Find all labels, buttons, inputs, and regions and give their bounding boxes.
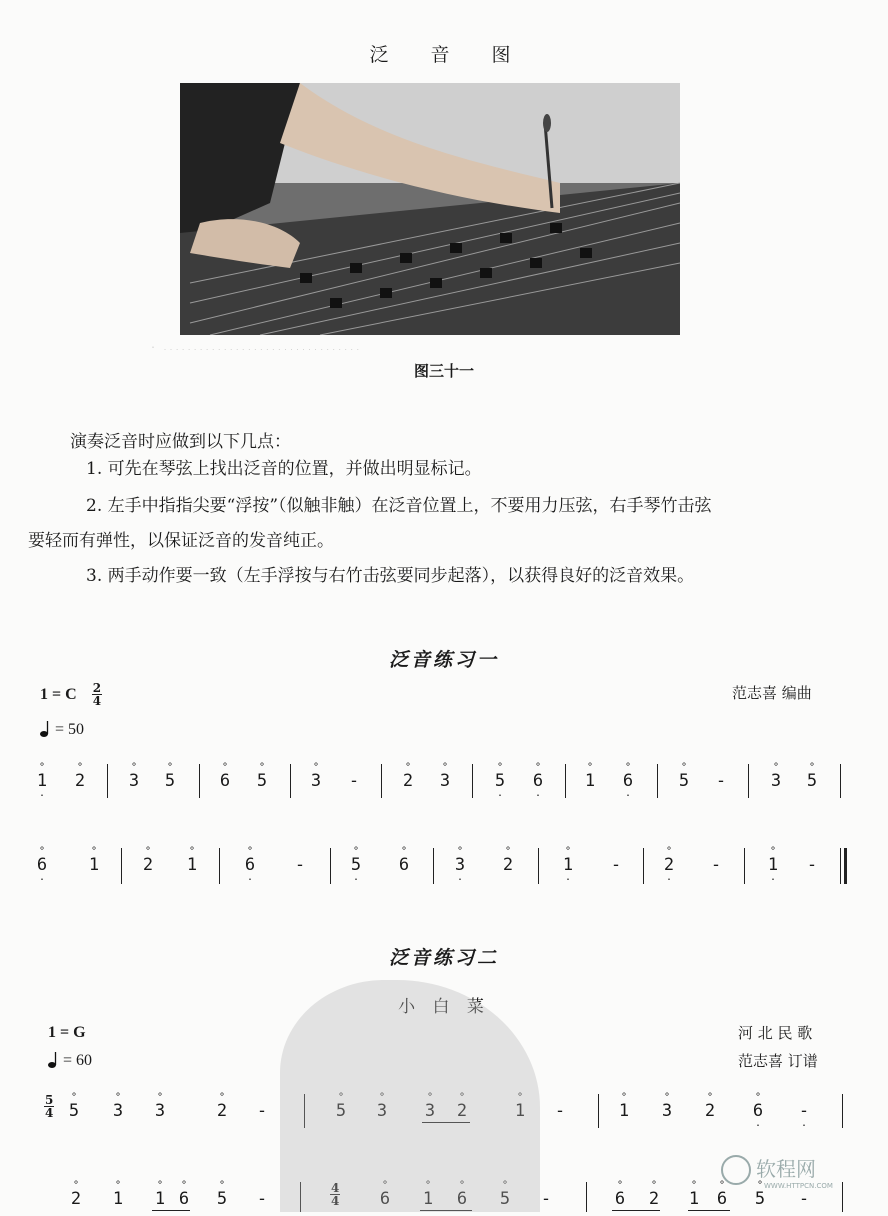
quarter-note-icon	[40, 720, 49, 738]
exercise-2-tempo-marking: = 60	[48, 1051, 92, 1070]
jianpu-note: ° 2	[502, 846, 514, 875]
jianpu-note: ° 2	[70, 1180, 82, 1209]
jianpu-note: ° 2	[74, 762, 86, 791]
jianpu-note: ° 1	[618, 1092, 630, 1121]
jianpu-note: ° 1	[112, 1180, 124, 1209]
dash-extension: -	[256, 1101, 268, 1121]
barline	[657, 764, 658, 798]
jianpu-note: ° 6	[219, 762, 231, 791]
dash-extension: -	[294, 855, 306, 875]
jianpu-note: ° 3	[310, 762, 322, 791]
dash-extension: -	[806, 855, 818, 875]
jianpu-note: ° 3 .	[454, 846, 466, 883]
exercise-1-signature	[40, 682, 102, 707]
jianpu-note: ° 1	[88, 846, 100, 875]
barline	[586, 1182, 587, 1212]
beam-underline	[152, 1210, 190, 1211]
exercise-2-credit: 范志喜 订谱	[738, 1052, 818, 1070]
jianpu-note: ° 3	[439, 762, 451, 791]
key-signature: 1 = C	[40, 686, 77, 703]
barline	[744, 848, 745, 884]
point-1: 1. 可先在琴弦上找出泛音的位置，并做出明显标记。	[86, 459, 482, 479]
logo-text: 软程网	[756, 1157, 816, 1181]
jianpu-note: ° 5 .	[494, 762, 506, 799]
jianpu-note: ° 6	[614, 1180, 626, 1209]
point-2-cont: 要轻而有弹性，以保证泛音的发音纯正。	[28, 531, 334, 551]
jianpu-note: ° 3	[770, 762, 782, 791]
barline	[199, 764, 200, 798]
jianpu-note: ° 2	[402, 762, 414, 791]
jianpu-note: ° 2 .	[663, 846, 675, 883]
dash-extension: -	[348, 771, 360, 791]
dash-extension: - .	[798, 1101, 810, 1129]
dash-extension: -	[710, 855, 722, 875]
jianpu-note: ° 1 .	[36, 762, 48, 799]
barline	[290, 764, 291, 798]
jianpu-note: ° 1	[688, 1180, 700, 1209]
figure-caption: 图三十一	[413, 362, 474, 380]
jianpu-note: ° 2	[216, 1092, 228, 1121]
beam-underline	[612, 1210, 660, 1211]
barline	[381, 764, 382, 798]
dash-extension: -	[610, 855, 622, 875]
jianpu-note: ° 6 .	[622, 762, 634, 799]
jianpu-note: ° 6	[716, 1180, 728, 1209]
point-3: 3. 两手动作要一致（左手浮按与右竹击弦要同步起落），以获得良好的泛音效果。	[86, 566, 695, 586]
beam-underline	[688, 1210, 730, 1211]
exercise-2-key-signature: 1 = G	[48, 1024, 86, 1041]
barline	[748, 764, 749, 798]
jianpu-note: ° 5	[68, 1092, 80, 1121]
jianpu-note: ° 6 .	[36, 846, 48, 883]
song-origin: 河 北 民 歌	[738, 1024, 813, 1042]
jianpu-note: ° 6	[178, 1180, 190, 1209]
site-logo	[716, 1152, 866, 1192]
jianpu-note: ° 5	[216, 1180, 228, 1209]
dash-extension: -	[715, 771, 727, 791]
jianpu-note: ° 6 .	[752, 1092, 764, 1129]
jianpu-note: ° 5	[335, 1092, 347, 1121]
jianpu-note: ° 1	[154, 1180, 166, 1209]
jianpu-note: ° 5	[678, 762, 690, 791]
barline	[538, 848, 539, 884]
barline	[842, 1094, 843, 1128]
jianpu-note: ° 3	[128, 762, 140, 791]
jianpu-note: ° 6 .	[532, 762, 544, 799]
dash-extension: -	[798, 1189, 810, 1209]
jianpu-note: ° 5	[806, 762, 818, 791]
dash-extension: -	[256, 1189, 268, 1209]
jianpu-note: ° 1 .	[562, 846, 574, 883]
jianpu-note: ° 1 .	[767, 846, 779, 883]
jianpu-note: ° 6	[379, 1180, 391, 1209]
exercise-1-line-2	[0, 848, 888, 888]
barline	[219, 848, 220, 884]
exercise-1-credit: 范志喜 编曲	[732, 684, 812, 702]
barline	[107, 764, 108, 798]
jianpu-note: ° 3	[376, 1092, 388, 1121]
jianpu-note: ° 5	[256, 762, 268, 791]
barline	[433, 848, 434, 884]
exercise-2-title: 泛音练习二	[388, 947, 499, 969]
barline	[598, 1094, 599, 1128]
jianpu-note: ° 5 .	[350, 846, 362, 883]
jianpu-note: ° 6 .	[244, 846, 256, 883]
barline	[121, 848, 122, 884]
jianpu-note: ° 1	[422, 1180, 434, 1209]
jianpu-note: ° 3	[661, 1092, 673, 1121]
jianpu-note: ° 2	[142, 846, 154, 875]
point-2: 2. 左手中指指尖要“浮按”（似触非触）在泛音位置上，不要用力压弦，右手琴竹击弦	[86, 496, 712, 516]
jianpu-note: ° 2	[704, 1092, 716, 1121]
song-title: 小 白 菜	[398, 997, 490, 1017]
barline	[840, 764, 841, 798]
jianpu-note: ° 1	[514, 1092, 526, 1121]
jianpu-note: ° 1	[186, 846, 198, 875]
intro-text: 演奏泛音时应做到以下几点：	[70, 432, 291, 452]
jianpu-note: ° 2	[648, 1180, 660, 1209]
jianpu-note: ° 6	[456, 1180, 468, 1209]
dulcimer-photo	[180, 83, 680, 335]
dash-extension: -	[540, 1189, 552, 1209]
jianpu-note: ° 3	[112, 1092, 124, 1121]
jianpu-note: ° 6	[398, 846, 410, 875]
dash-extension: -	[554, 1101, 566, 1121]
jianpu-note: ° 5	[754, 1180, 766, 1209]
logo-url: WWW.HTTPCN.COM	[764, 1182, 833, 1190]
barline	[472, 764, 473, 798]
jianpu-note: ° 5	[499, 1180, 511, 1209]
jianpu-note: ° 1	[584, 762, 596, 791]
barline	[565, 764, 566, 798]
page-title: 泛 音 图	[369, 44, 529, 66]
exercise-1-line-1	[0, 764, 888, 804]
exercise-1-title: 泛音练习一	[388, 649, 499, 671]
barline	[643, 848, 644, 884]
tempo-marking: = 50	[40, 720, 84, 739]
exercise-2-time-signature: $\frac{5}{4}$	[45, 1093, 54, 1120]
bleed-through-text: . ̣ ̣ ̣ ̣ ̣ ̣ ̣ ̣ ̣ ̣ ̣ ̣ ̣ ̣ ̣ ̣ ̣ ̣ ̣ ̣ ̣ ̣ ̣ ̣ ̣ ̣ ̣ ̣ ̣ ̣ ̣ ̣ ̣	[150, 340, 355, 351]
jianpu-note: ° 5	[164, 762, 176, 791]
jianpu-note: ° 2	[456, 1092, 468, 1121]
time-signature: $\frac{2}{4}$	[92, 681, 102, 708]
jianpu-note: ° 3	[424, 1092, 436, 1121]
barline	[330, 848, 331, 884]
final-barline	[840, 848, 847, 884]
exercise-2-time-change: $\frac{4}{4}$	[331, 1181, 340, 1208]
quarter-note-icon	[48, 1051, 57, 1069]
jianpu-note: ° 3	[154, 1092, 166, 1121]
